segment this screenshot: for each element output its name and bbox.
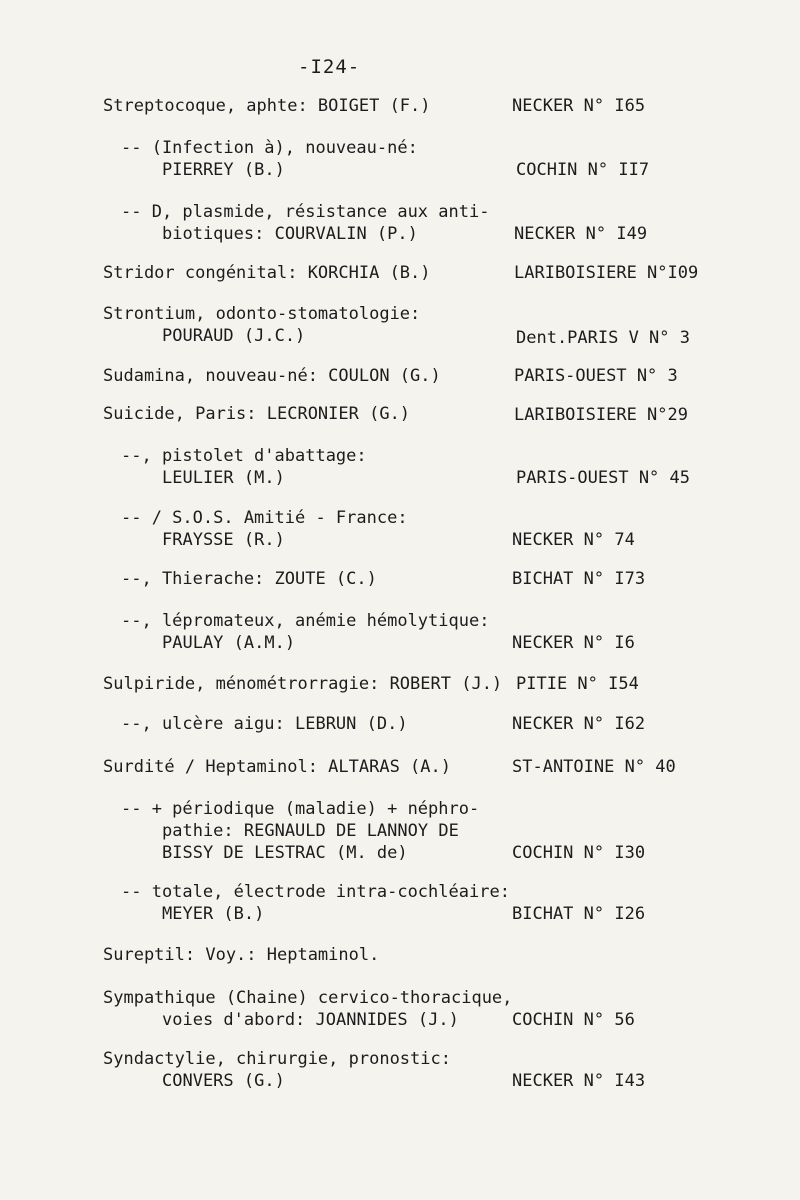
page-number: -I24- [298,56,361,78]
entry-reference: LARIBOISIERE N°29 [514,405,688,425]
entry-text: -- D, plasmide, résistance aux anti- [121,202,490,222]
entry-reference: COCHIN N° 56 [512,1010,635,1030]
entry-text: biotiques: COURVALIN (P.) [162,224,418,244]
entry-text: Sympathique (Chaine) cervico-thoracique, [103,988,513,1008]
entry-reference: NECKER N° I49 [514,224,648,244]
entry-text: -- / S.O.S. Amitié - France: [121,508,408,528]
entry-text: MEYER (B.) [162,904,265,924]
entry-text: -- totale, électrode intra-cochléaire: [121,882,510,902]
entry-text: Stridor congénital: KORCHIA (B.) [103,263,431,283]
entry-text: Streptocoque, aphte: BOIGET (F.) [103,96,431,116]
entry-text: Strontium, odonto-stomatologie: [103,304,421,324]
entry-reference: NECKER N° 74 [512,530,635,550]
entry-reference: ST-ANTOINE N° 40 [512,757,676,777]
entry-reference: NECKER N° I65 [512,96,646,116]
entry-text: PAULAY (A.M.) [162,633,296,653]
entry-text: --, ulcère aigu: LEBRUN (D.) [121,714,408,734]
entry-reference: PARIS-OUEST N° 45 [516,468,690,488]
entry-text: CONVERS (G.) [162,1071,285,1091]
entry-text: -- (Infection à), nouveau-né: [121,138,418,158]
entry-text: Suicide, Paris: LECRONIER (G.) [103,404,411,424]
entry-text: Syndactylie, chirurgie, pronostic: [103,1049,451,1069]
entry-text: voies d'abord: JOANNIDES (J.) [162,1010,459,1030]
entry-text: PIERREY (B.) [162,160,285,180]
entry-text: LEULIER (M.) [162,468,285,488]
entry-reference: Dent.PARIS V N° 3 [516,328,690,348]
entry-text: BISSY DE LESTRAC (M. de) [162,843,408,863]
entry-reference: PITIE N° I54 [516,674,639,694]
entry-text: --, pistolet d'abattage: [121,446,367,466]
entry-text: Sureptil: Voy.: Heptaminol. [103,945,380,965]
entry-text: pathie: REGNAULD DE LANNOY DE [162,821,459,841]
entry-text: FRAYSSE (R.) [162,530,285,550]
entry-reference: BICHAT N° I73 [512,569,646,589]
entry-text: POURAUD (J.C.) [162,326,306,346]
entry-reference: NECKER N° I62 [512,714,646,734]
entry-text: -- + périodique (maladie) + néphro- [121,799,480,819]
entry-text: --, Thierache: ZOUTE (C.) [121,569,377,589]
entry-text: Sulpiride, ménométrorragie: ROBERT (J.) [103,674,503,694]
entry-reference: NECKER N° I6 [512,633,635,653]
entry-text: Surdité / Heptaminol: ALTARAS (A.) [103,757,451,777]
entry-reference: NECKER N° I43 [512,1071,646,1091]
entry-reference: LARIBOISIERE N°I09 [514,263,699,283]
entry-reference: COCHIN N° II7 [516,160,650,180]
entry-reference: PARIS-OUEST N° 3 [514,366,678,386]
entry-text: Sudamina, nouveau-né: COULON (G.) [103,366,441,386]
entry-reference: BICHAT N° I26 [512,904,646,924]
entry-text: --, lépromateux, anémie hémolytique: [121,611,490,631]
entry-reference: COCHIN N° I30 [512,843,646,863]
